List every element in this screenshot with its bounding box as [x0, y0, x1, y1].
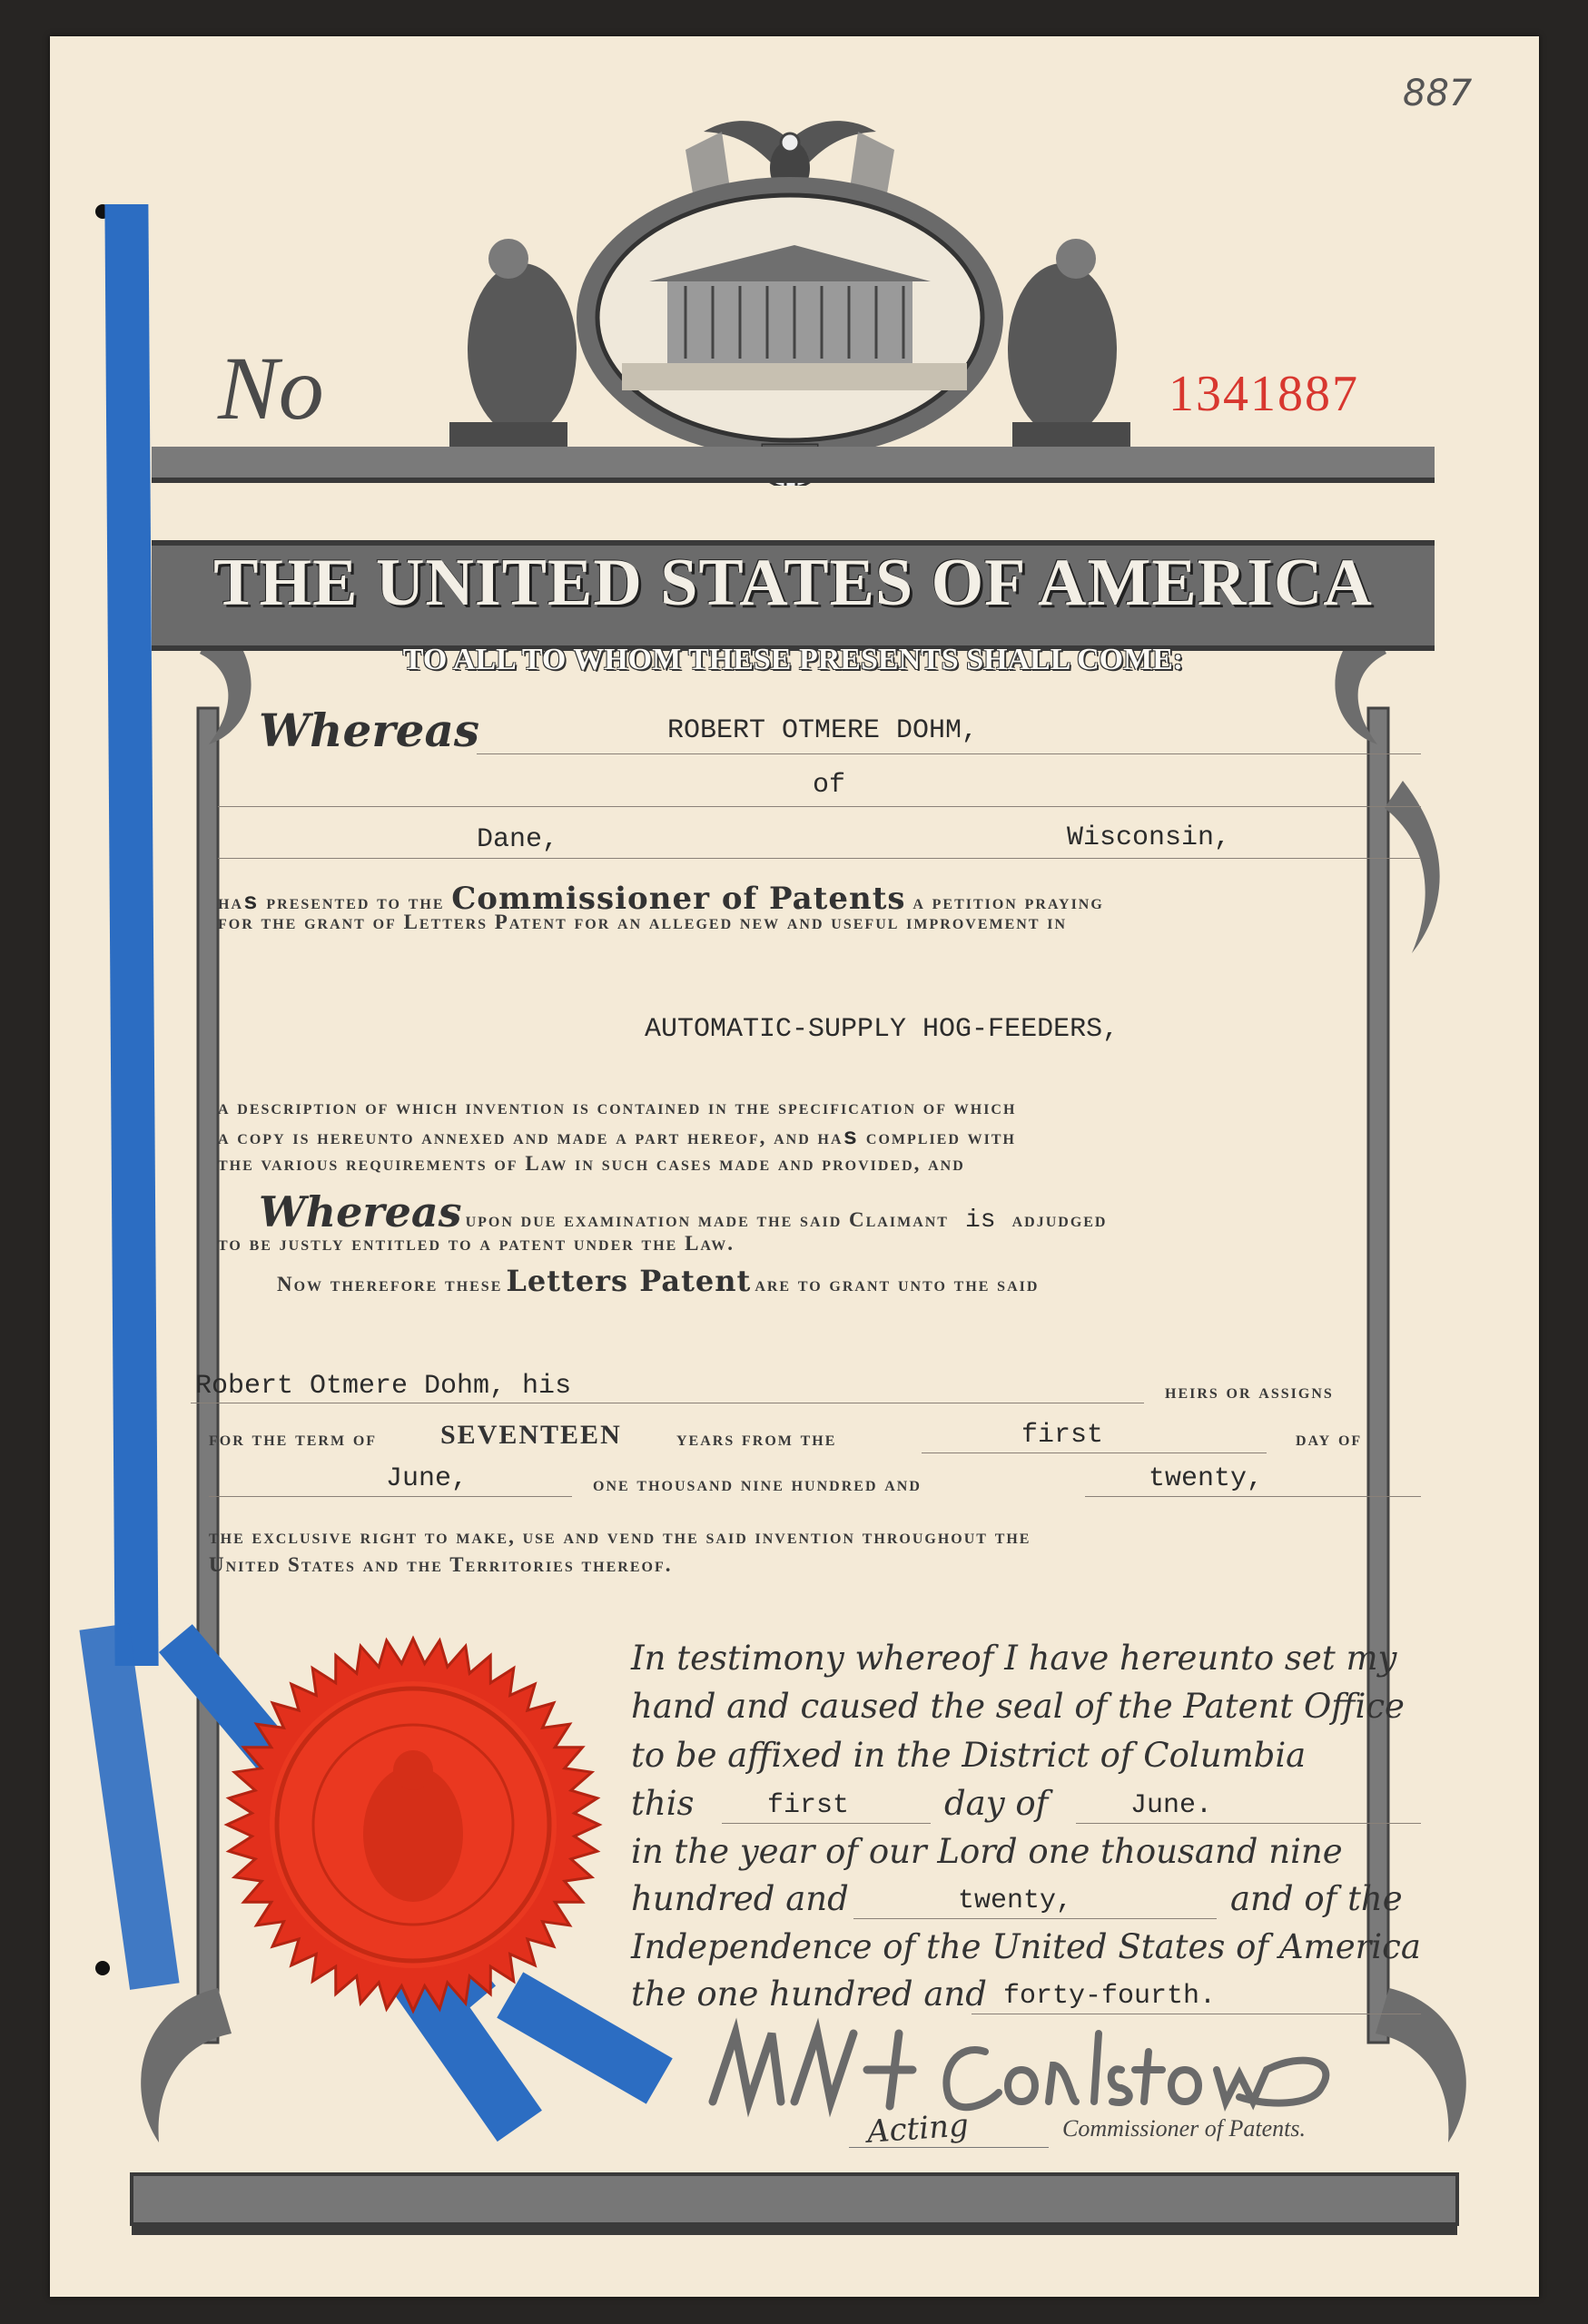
testimony-line-7: Independence of the United States of America: [631, 1927, 1421, 1966]
term-of-text: for the term of: [209, 1427, 378, 1450]
has-prefix: ha: [218, 891, 243, 913]
inventor-name: ROBERT OTMERE DOHM,: [667, 715, 979, 746]
petition-text: a petition praying: [912, 891, 1104, 913]
patent-office-seal: [218, 1634, 608, 2015]
description-line-3: the various requirements of Law in such cases made and provided, and: [218, 1152, 965, 1175]
rule: [722, 1823, 931, 1824]
document-title: THE UNITED STATES OF AMERICA: [213, 546, 1373, 620]
entitled-line: to be justly entitled to a patent under the Law.: [218, 1232, 735, 1255]
now-therefore-line: [277, 1264, 1039, 1298]
grant-line: for the grant of Letters Patent for an alleged new and useful improvement in: [218, 911, 1068, 933]
whereas-heading-2: Whereas: [259, 1187, 462, 1236]
county-value: Dane,: [477, 824, 559, 855]
commissioner-title: Commissioner of Patents.: [1062, 2115, 1306, 2142]
testimony-day-of: day of: [944, 1784, 1049, 1823]
corner-note: 887: [1403, 73, 1473, 114]
presented-text: presented to the: [266, 891, 445, 913]
has-suffix: s: [243, 889, 260, 916]
whereas-heading: Whereas: [259, 704, 480, 757]
rule: [218, 806, 1421, 807]
testimony-month-value: June.: [1130, 1790, 1213, 1821]
grommet-bottom: [95, 1961, 110, 1975]
testimony-and-of-the: and of the: [1230, 1879, 1403, 1918]
rule: [853, 1918, 1217, 1919]
complied-text: complied with: [865, 1126, 1016, 1148]
testimony-line-3: to be affixed in the District of Columbia: [631, 1736, 1307, 1775]
state-value: Wisconsin,: [1067, 822, 1231, 853]
examination-line: [259, 1187, 1107, 1236]
rule: [209, 1496, 572, 1497]
testimony-line-2: hand and caused the seal of the Patent Office: [631, 1687, 1405, 1726]
rule: [477, 753, 1421, 754]
seventeen-text: SEVENTEEN: [440, 1420, 622, 1450]
document-subtitle: TO ALL TO WHOM THESE PRESENTS SHALL COME:: [402, 643, 1184, 676]
month-value: June,: [386, 1463, 469, 1494]
rule: [218, 858, 1421, 859]
exclusive-line-2: United States and the Territories thereof.: [209, 1553, 673, 1576]
exclusive-line-1: the exclusive right to make, use and vend the said invention throughout the: [209, 1525, 1031, 1548]
acting-handwritten: Acting: [865, 2107, 971, 2151]
grant-unto-text: are to grant unto the said: [755, 1273, 1040, 1295]
years-from-text: years from the: [676, 1427, 837, 1450]
testimony-this: this: [631, 1784, 695, 1823]
description-text: a copy is hereunto annexed and made a part hereof, and ha: [218, 1126, 843, 1148]
now-therefore-text: Now therefore these: [277, 1273, 503, 1295]
of-text: of: [813, 770, 846, 801]
patent-document: [50, 36, 1539, 2297]
year-value: twenty,: [1149, 1463, 1264, 1494]
commissioner-label: Commissioner of Patents: [451, 881, 906, 917]
patent-number: 1341887: [1169, 366, 1359, 422]
number-prefix: No: [218, 338, 324, 438]
testimony-one-hundred: the one hundred and: [631, 1974, 987, 2014]
examination-text: upon due examination made the said Claimant: [465, 1208, 949, 1231]
adjudged-text: adjudged: [1011, 1208, 1108, 1231]
letters-patent-label: Letters Patent: [506, 1264, 752, 1298]
thousand-text: one thousand nine hundred and: [593, 1472, 922, 1495]
testimony-line-1: In testimony whereof I have hereunto set my: [631, 1639, 1397, 1678]
has-suffix: s: [843, 1124, 860, 1151]
rule: [1076, 1823, 1421, 1824]
heirs-text: heirs or assigns: [1165, 1380, 1334, 1403]
invention-title: AUTOMATIC-SUPPLY HOG-FEEDERS,: [645, 1014, 1119, 1045]
testimony-hundred-and: hundred and: [631, 1879, 849, 1918]
first-day-value: first: [1021, 1420, 1104, 1451]
testimony-line-5: in the year of our Lord one thousand nine: [631, 1832, 1343, 1871]
rule: [849, 2147, 1049, 2148]
testimony-year-value: twenty,: [958, 1886, 1073, 1916]
description-line-1: a description of which invention is contained in the specification of which: [218, 1096, 1017, 1118]
testimony-day-value: first: [767, 1790, 850, 1821]
rule: [1085, 1496, 1421, 1497]
rule: [922, 1452, 1267, 1453]
grantee-name: Robert Otmere Dohm, his: [195, 1371, 572, 1402]
claimant-is-value: is: [964, 1206, 996, 1235]
testimony-independence-value: forty-fourth.: [1003, 1981, 1217, 2012]
day-of-text: day of: [1296, 1427, 1363, 1450]
description-line-2: [218, 1124, 1016, 1151]
